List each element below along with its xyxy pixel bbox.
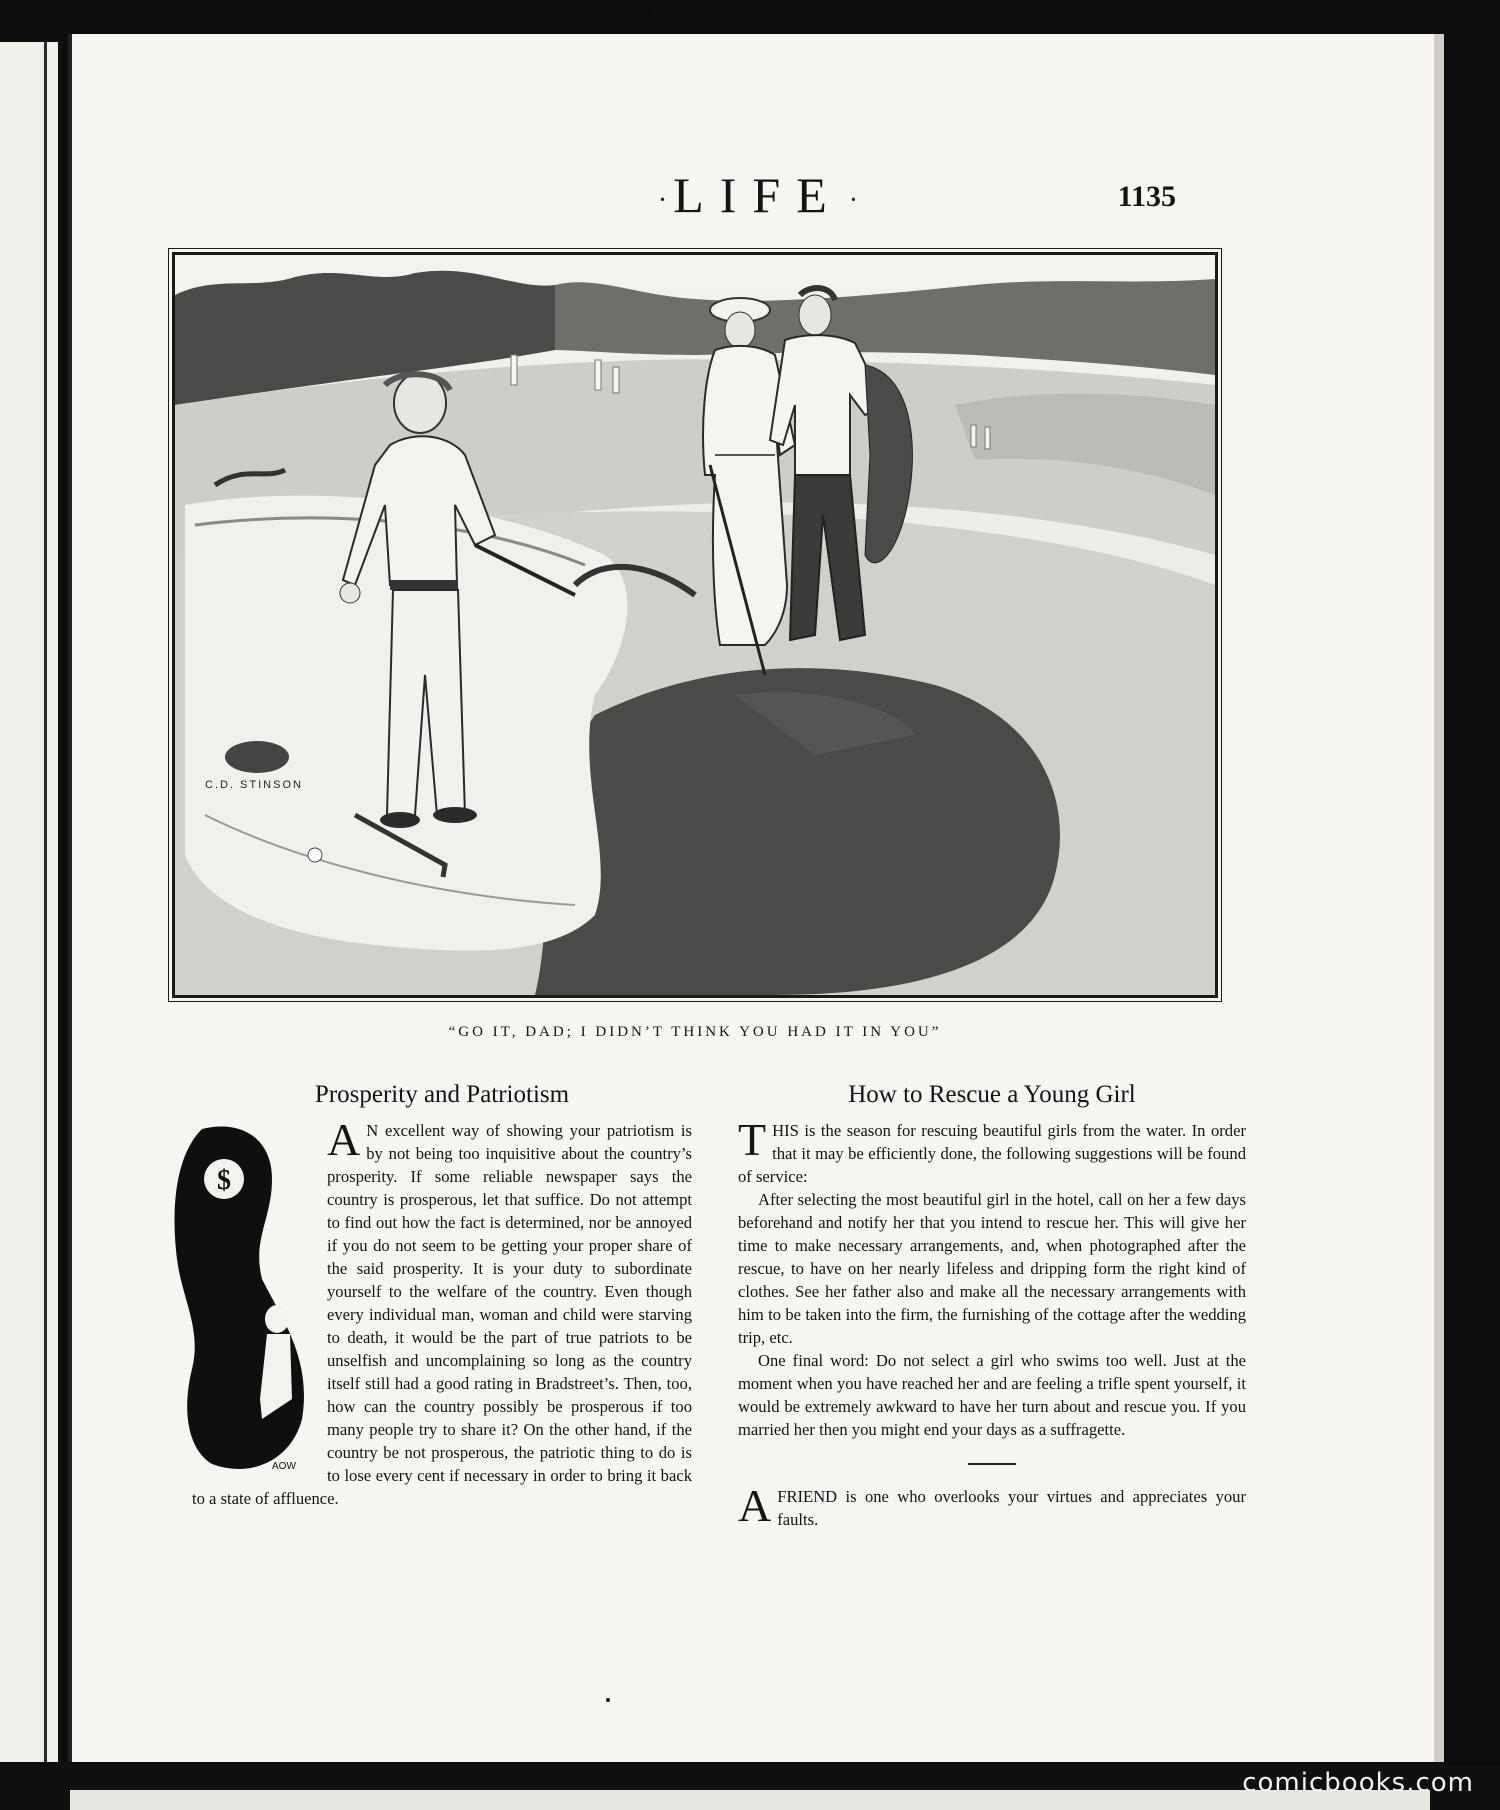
article-how-to-rescue-a-young-girl xyxy=(738,1081,1246,1531)
masthead xyxy=(72,166,1444,224)
masthead-ornament-left: · xyxy=(657,184,668,216)
section-divider xyxy=(968,1463,1016,1465)
article-prosperity-and-patriotism xyxy=(192,1081,692,1510)
golf-illustration xyxy=(172,252,1218,998)
watermark: comicbooks.com xyxy=(1242,1768,1474,1798)
filler-paragraph: FRIEND is one who overlooks your virtues and appreciates your faults. xyxy=(777,1487,1246,1529)
article-right-heading: How to Rescue a Young Girl xyxy=(848,1081,1136,1108)
page-number: 1135 xyxy=(1117,180,1176,213)
masthead-ornament-right: · xyxy=(848,184,859,216)
article-left-dropcap: A xyxy=(327,1114,361,1165)
filler-dropcap: A xyxy=(738,1480,772,1531)
article-right-dropcap: T xyxy=(738,1114,767,1165)
golf-scene-drawing xyxy=(175,255,1215,995)
illustration-caption: “GO IT, DAD; I DIDN’T THINK YOU HAD IT IN YOU” xyxy=(448,1024,942,1040)
article-right-paragraph-3: One final word: Do not select a girl who swims too well. Just at the moment when you have reached her and are feeling a trifle spent yourself, it would be extremely awkward to have her turn about and rescue you. If you married her then you might end your days as a suffragette. xyxy=(738,1351,1246,1439)
page-edge xyxy=(1434,34,1444,1762)
previous-page-edge xyxy=(0,42,62,1762)
dollar-shadow-drawing xyxy=(172,1119,317,1479)
article-right-paragraph-2: After selecting the most beautiful girl in the hotel, call on her a few days beforehand and notify her that you intend to rescue her. This will give her time to make necessary arrangements, and, when photographed after the rescue, to have on her nearly lifeless and dripping form the right kind of clothes. See her father also and make all the necessary arrangements with him to be taken into the firm, the furnishing of the cottage after the wedding trip, etc. xyxy=(738,1190,1246,1347)
next-page-edge xyxy=(70,1790,1430,1810)
article-left-heading: Prosperity and Patriotism xyxy=(314,1081,570,1108)
article-right-body xyxy=(738,1114,1246,1531)
artist-signature: C.D. STINSON xyxy=(205,779,303,791)
magazine-page xyxy=(68,34,1444,1762)
dollar-sign-icon: $ xyxy=(217,1165,231,1196)
article-right-paragraph-1: HIS is the season for rescuing beautiful girls from the water. In order that it may be efficiently done, the following suggestions will be found of service: xyxy=(738,1121,1246,1186)
article-left-body xyxy=(192,1114,692,1510)
article-left-paragraph: N excellent way of showing your patriotism is by not being too inquisitive about the country’s prosperity. If some reliable newspaper says the country is prosperous, let that suffice. Do not attempt to find out how the fact is determined, nor be annoyed if you do not seem to be getting your proper share of the said prosperity. It is your duty to subordinate yourself to the welfare of the country. Even though every individual man, woman and child were starving to death, it would be the part of true patriots to be unselfish and uncomplaining so long as the country itself still had a good rating in Bradstreet’s. Then, too, how can the country possibly be prosperous if too many people try to share it? On the other hand, if the country be not prosperous, the patriotic thing to do is to lose every cent if necessary in order to bring it back to a state of affluence. xyxy=(192,1121,692,1508)
scan-speck xyxy=(606,1698,610,1702)
vignette-signature: AOW xyxy=(272,1461,296,1472)
scan-speck xyxy=(652,12,657,17)
binding-fold xyxy=(44,42,47,1762)
dollar-vignette-illustration xyxy=(172,1119,317,1479)
masthead-title: LIFE xyxy=(673,167,843,223)
